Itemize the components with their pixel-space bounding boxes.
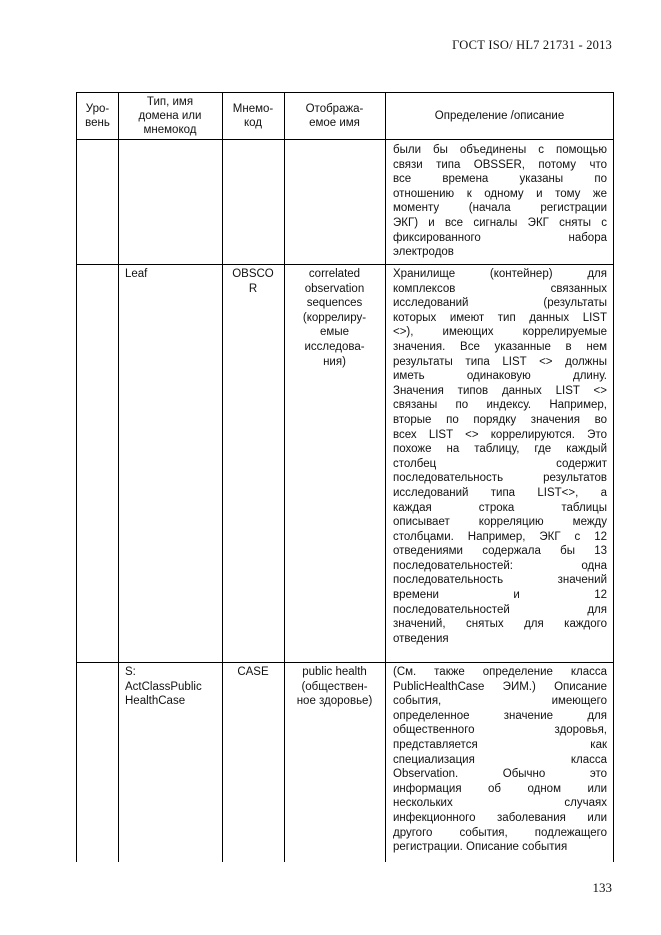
row-1-definition: [393, 267, 607, 646]
row-1-mnemonic: OBSCO R: [232, 268, 274, 295]
definition-line: всех LIST <> коррелируются. Это: [393, 428, 607, 441]
definition-line: отведениями содержала бы 13: [393, 545, 607, 558]
definition-line: описывает корреляцию между: [393, 516, 607, 529]
definition-line: столбец содержит: [393, 457, 607, 470]
col-divider: [222, 93, 223, 862]
definition-line: фиксированного набора: [393, 231, 607, 244]
definition-line: каждая строка таблицы: [393, 501, 607, 514]
definition-line: вторые по порядку значения во: [393, 413, 607, 426]
page-number: 133: [592, 880, 612, 895]
definition-line: комплексов связанных: [393, 282, 607, 295]
definition-line: отведения: [393, 632, 449, 645]
col-divider: [118, 93, 119, 862]
standard-designation: ГОСТ ISO/ HL7 21731 - 2013: [452, 38, 612, 52]
definition-line: информация об одном или: [393, 782, 607, 795]
col-divider: [284, 93, 285, 862]
definitions-table: [76, 92, 614, 862]
row-1-type: Leaf: [125, 268, 148, 280]
definition-line: связи типа OBSSER, потому что: [393, 158, 607, 171]
definition-line: Хранилище (контейнер) для: [393, 268, 607, 280]
definition-line: моменту (начала регистрации: [393, 202, 607, 215]
header-level: Уро- вень: [85, 103, 110, 129]
row-2-type: S: ActClassPublic HealthCase: [125, 666, 202, 708]
definition-line: последовательность результатов: [393, 472, 607, 485]
row-0-definition: [393, 143, 607, 260]
definition-line: регистрации. Описание события: [393, 841, 568, 854]
definition-line: значений, снятых для каждого: [393, 618, 607, 631]
definition-line: электродов: [393, 246, 454, 259]
definition-line: последовательностей для: [393, 603, 607, 616]
definition-line: (См. также определение класса: [393, 666, 607, 678]
definition-line: столбцами. Например, ЭКГ с 12: [393, 530, 607, 543]
definition-line: инфекционного заболевания или: [393, 811, 607, 824]
definition-line: Observation. Обычно это: [393, 768, 607, 781]
definition-line: времени и 12: [393, 589, 607, 602]
header-definition: Определение /описание: [434, 110, 565, 122]
header-mnemonic: Мнемо- код: [232, 103, 274, 129]
definition-line: нескольких случаях: [393, 797, 607, 810]
row-2-definition: [393, 665, 607, 855]
header-type: Тип, имя домена или мнемокод: [138, 96, 202, 136]
definition-line: похоже на таблицу, где каждый: [393, 443, 607, 456]
definition-line: представляется как: [393, 738, 607, 751]
definition-line: события, имеющего: [393, 695, 607, 708]
row-2-mnemonic: CASE: [237, 666, 269, 678]
definition-line: Значения типов данных LIST <>: [393, 384, 607, 397]
definition-line: результаты типа LIST <> должны: [393, 355, 607, 368]
row-divider: [77, 662, 613, 663]
definition-line: которых имеют тип данных LIST: [393, 311, 607, 324]
definition-line: отношению к одному и тому же: [393, 187, 607, 200]
definition-line: были бы объединены с помощью: [393, 144, 607, 156]
header-display-name: Отобража- емое имя: [305, 103, 364, 129]
definition-line: PublicHealthCase ЭИМ.) Описание: [393, 680, 607, 693]
definition-line: связаны по индексу. Например,: [393, 399, 607, 412]
definition-line: ЭКГ) и все сигналы ЭКГ сняты с: [393, 216, 607, 229]
definition-line: значения. Все указанные в нем: [393, 340, 607, 353]
definition-line: другого события, подлежащего: [393, 826, 607, 839]
row-2-display-name: public health (обществен- ное здоровье): [296, 666, 373, 708]
definition-line: последовательностей: одна: [393, 559, 607, 572]
definition-line: исследований (результаты: [393, 297, 607, 310]
definition-line: исследований типа LIST<>, а: [393, 486, 607, 499]
definition-line: последовательность значений: [393, 574, 607, 587]
row-divider: [77, 139, 613, 140]
row-1-display-name: correlated observation sequences (коррелиру- емые исследова- ния): [302, 268, 367, 368]
definition-line: специализация класса: [393, 753, 607, 766]
col-divider: [385, 93, 386, 862]
row-divider: [77, 264, 613, 265]
definition-line: иметь одинаковую длину.: [393, 370, 607, 383]
definition-line: <>), имеющих коррелируемые: [393, 326, 607, 339]
definition-line: общественного здоровья,: [393, 724, 607, 737]
definition-line: все времена указаны по: [393, 173, 607, 186]
definition-line: определенное значение для: [393, 709, 607, 722]
